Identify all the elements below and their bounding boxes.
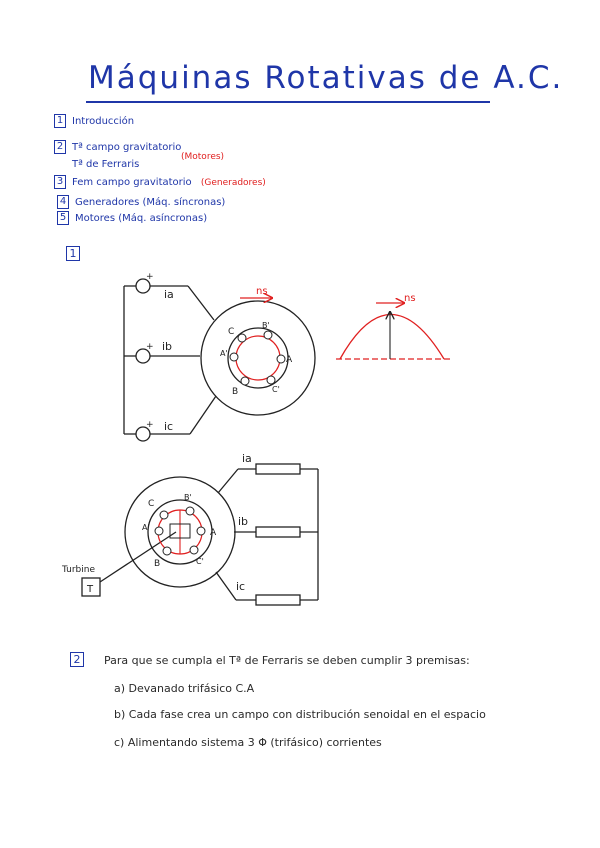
premise-a: a) Devanado trifásico C.A	[114, 682, 255, 695]
slot-b	[241, 377, 249, 385]
winding-b-prime-label: B'	[262, 321, 270, 330]
section-2-badge: 2	[70, 652, 84, 667]
winding-c-label: C	[228, 327, 235, 337]
plus-sign-c: +	[146, 420, 154, 430]
index-note-motores: (Motores)	[181, 152, 225, 162]
current-ia-label: ia	[164, 288, 174, 301]
rotating-field-circle	[236, 336, 280, 380]
winding-a-prime-label: A'	[220, 349, 228, 358]
speed-label: ns	[256, 286, 268, 297]
index-label: Introducción	[72, 116, 135, 127]
page-title: Máquinas Rotativas de A.C.	[88, 60, 564, 96]
wave-speed-label: ns	[404, 293, 416, 304]
section-2-intro: Para que se cumpla el Tª de Ferraris se deben cumplir 3 premisas:	[104, 654, 470, 667]
gen-winding-c-prime-label: C'	[196, 557, 204, 566]
index-label: Tª campo gravitatorio	[72, 142, 182, 153]
slot-c	[238, 334, 246, 342]
gen-current-ia-label: ia	[242, 452, 252, 465]
gen-winding-c-label: C	[148, 499, 155, 509]
plus-sign-a: +	[146, 272, 154, 282]
gen-current-ic-label: ic	[236, 580, 246, 593]
index-label: Motores (Máq. asíncronas)	[75, 213, 208, 224]
index-number: 5	[57, 211, 69, 225]
stator-outer	[201, 301, 315, 415]
winding-a-label: A	[286, 355, 293, 365]
index-label: Generadores (Máq. síncronas)	[75, 197, 226, 208]
index-item-2-sub: Tª de Ferraris	[72, 159, 140, 170]
index-number: 2	[54, 140, 66, 154]
load-resistor-c	[256, 595, 300, 605]
field-wave	[336, 293, 450, 359]
current-ic-label: ic	[164, 420, 174, 433]
index-number: 1	[54, 114, 66, 128]
winding-b-label: B	[232, 387, 239, 397]
turbine-shaft	[100, 532, 176, 582]
winding-c-prime-label: C'	[272, 385, 280, 394]
load-resistor-b	[256, 527, 300, 537]
slot-a	[277, 355, 285, 363]
gen-current-ib-label: ib	[238, 515, 249, 528]
current-ib-label: ib	[162, 340, 173, 353]
gen-winding-a-prime-label: A'	[142, 523, 150, 532]
index-number: 3	[54, 175, 66, 189]
index-label: Fem campo gravitatorio	[72, 177, 192, 188]
slot-c-prime	[267, 376, 275, 384]
gen-winding-b-label: B	[154, 559, 161, 569]
wave-curve	[340, 315, 444, 360]
gen-winding-b-prime-label: B'	[184, 493, 192, 502]
premise-b: b) Cada fase crea un campo con distribución senoidal en el espacio	[114, 708, 486, 721]
slot-a-prime	[230, 353, 238, 361]
turbine-label: Turbine	[62, 565, 95, 575]
section-1-badge: 1	[66, 246, 80, 261]
gen-winding-a-label: A	[210, 528, 217, 538]
slot-b-prime	[264, 331, 272, 339]
plus-sign-b: +	[146, 342, 154, 352]
motor-slots	[230, 331, 285, 385]
index-note-generadores: (Generadores)	[200, 178, 266, 188]
load-resistor-a	[256, 464, 300, 474]
turbine-box-label: T	[87, 584, 94, 595]
premise-c: c) Alimentando sistema 3 Φ (trifásico) corrientes	[114, 736, 382, 749]
index-number: 4	[57, 195, 69, 209]
